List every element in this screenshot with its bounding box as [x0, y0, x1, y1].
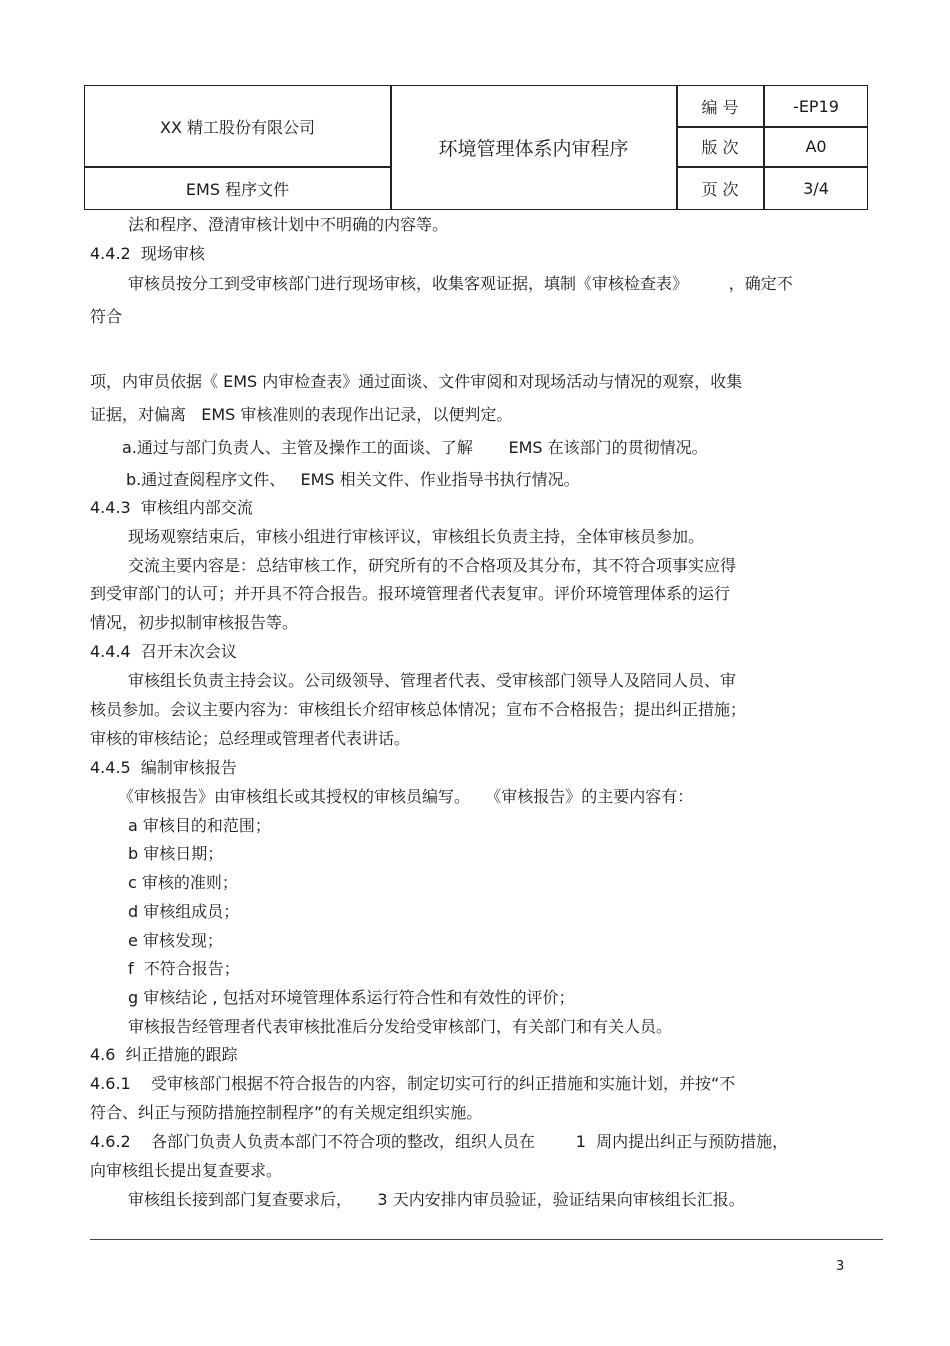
body-line: 审核的审核结论；总经理或管理者代表讲话。	[90, 729, 411, 748]
section-heading: 4.6 纠正措施的跟踪	[90, 1045, 238, 1064]
body-line: 《审核报告》由审核组长或其授权的审核员编写。 《审核报告》的主要内容有：	[118, 787, 694, 806]
footer-divider	[90, 1239, 883, 1240]
list-item: b 审核日期；	[128, 844, 224, 863]
body-line: 现场观察结束后，审核小组进行审核评议，审核组长负责主持，全体审核员参加。	[128, 527, 705, 546]
list-item: e 审核发现；	[128, 931, 223, 950]
field-label-number: 编 号	[701, 97, 739, 117]
body-line: 项，内审员依据《 EMS 内审检查表》通过面谈、文件审阅和对现场活动与情况的观察，收集	[90, 372, 743, 391]
list-item: d 审核组成员；	[128, 902, 240, 921]
section-heading: 4.4.2 现场审核	[90, 244, 205, 263]
list-item: g 审核结论 , 包括对环境管理体系运行符合性和有效性的评价；	[128, 988, 575, 1007]
body-line: 符合、纠正与预防措施控制程序”的有关规定组织实施。	[90, 1103, 483, 1122]
field-label-version: 版 次	[701, 138, 739, 157]
list-item: c 审核的准则；	[128, 873, 238, 892]
body-line: 到受审部门的认可；并开具不符合报告。报环境管理者代表复审。评价环境管理体系的运行	[90, 584, 731, 603]
company-name: XX 精工股份有限公司	[159, 117, 315, 137]
field-label-page: 页 次	[701, 179, 739, 199]
field-value-version: A0	[805, 137, 827, 156]
body-line: 4.6.2 各部门负责人负责本部门不符合项的整改，组织人员在 1 周内提出纠正与预防措施，	[90, 1132, 789, 1151]
field-value-page: 3/4	[803, 178, 829, 198]
list-item: f 不符合报告；	[128, 959, 240, 978]
document-title: 环境管理体系内审程序	[438, 138, 629, 160]
body-line: 法和程序、澄清审核计划中不明确的内容等。	[128, 215, 449, 234]
body-line: 证据，对偏离 EMS 审核准则的表现作出记录，以便判定。	[90, 405, 513, 424]
body-line: 4.6.1 受审核部门根据不符合报告的内容，制定切实可行的纠正措施和实施计划，并按“不	[90, 1074, 736, 1093]
list-item: b.通过查阅程序文件、 EMS 相关文件、作业指导书执行情况。	[126, 470, 580, 489]
body-line: 核员参加。会议主要内容为：审核组长介绍审核总体情况；宣布不合格报告；提出纠正措施；	[90, 700, 747, 719]
page-number: 3	[836, 1259, 845, 1274]
body-line: 交流主要内容是：总结审核工作，研究所有的不合格项及其分布，其不符合项事实应得	[128, 556, 737, 575]
body-line: 审核组长接到部门复查要求后， 3 天内安排内审员验证，验证结果向审核组长汇报。	[128, 1190, 745, 1209]
body-line: 审核组长负责主持会议。公司级领导、管理者代表、受审核部门领导人及陪同人员、审	[128, 671, 737, 690]
body-line: 向审核组长提出复查要求。	[90, 1161, 283, 1180]
section-heading: 4.4.4 召开末次会议	[90, 642, 237, 661]
body-line: 符合	[90, 307, 123, 326]
section-heading: 4.4.3 审核组内部交流	[90, 498, 253, 517]
body-line: 审核员按分工到受审核部门进行现场审核，收集客观证据，填制《审核检查表》 ，确定不	[128, 274, 793, 293]
list-item: a.通过与部门负责人、主管及操作工的面谈、了解 EMS 在该部门的贯彻情况。	[122, 438, 708, 457]
document-type: EMS 程序文件	[185, 179, 290, 199]
list-item: a 审核目的和范围；	[128, 816, 271, 835]
field-value-number: -EP19	[793, 96, 839, 116]
body-line: 审核报告经管理者代表审核批准后分发给受审核部门，有关部门和有关人员。	[128, 1017, 673, 1036]
document-header-table	[84, 85, 868, 210]
section-heading: 4.4.5 编制审核报告	[90, 758, 237, 777]
body-line: 情况，初步拟制审核报告等。	[90, 613, 299, 632]
